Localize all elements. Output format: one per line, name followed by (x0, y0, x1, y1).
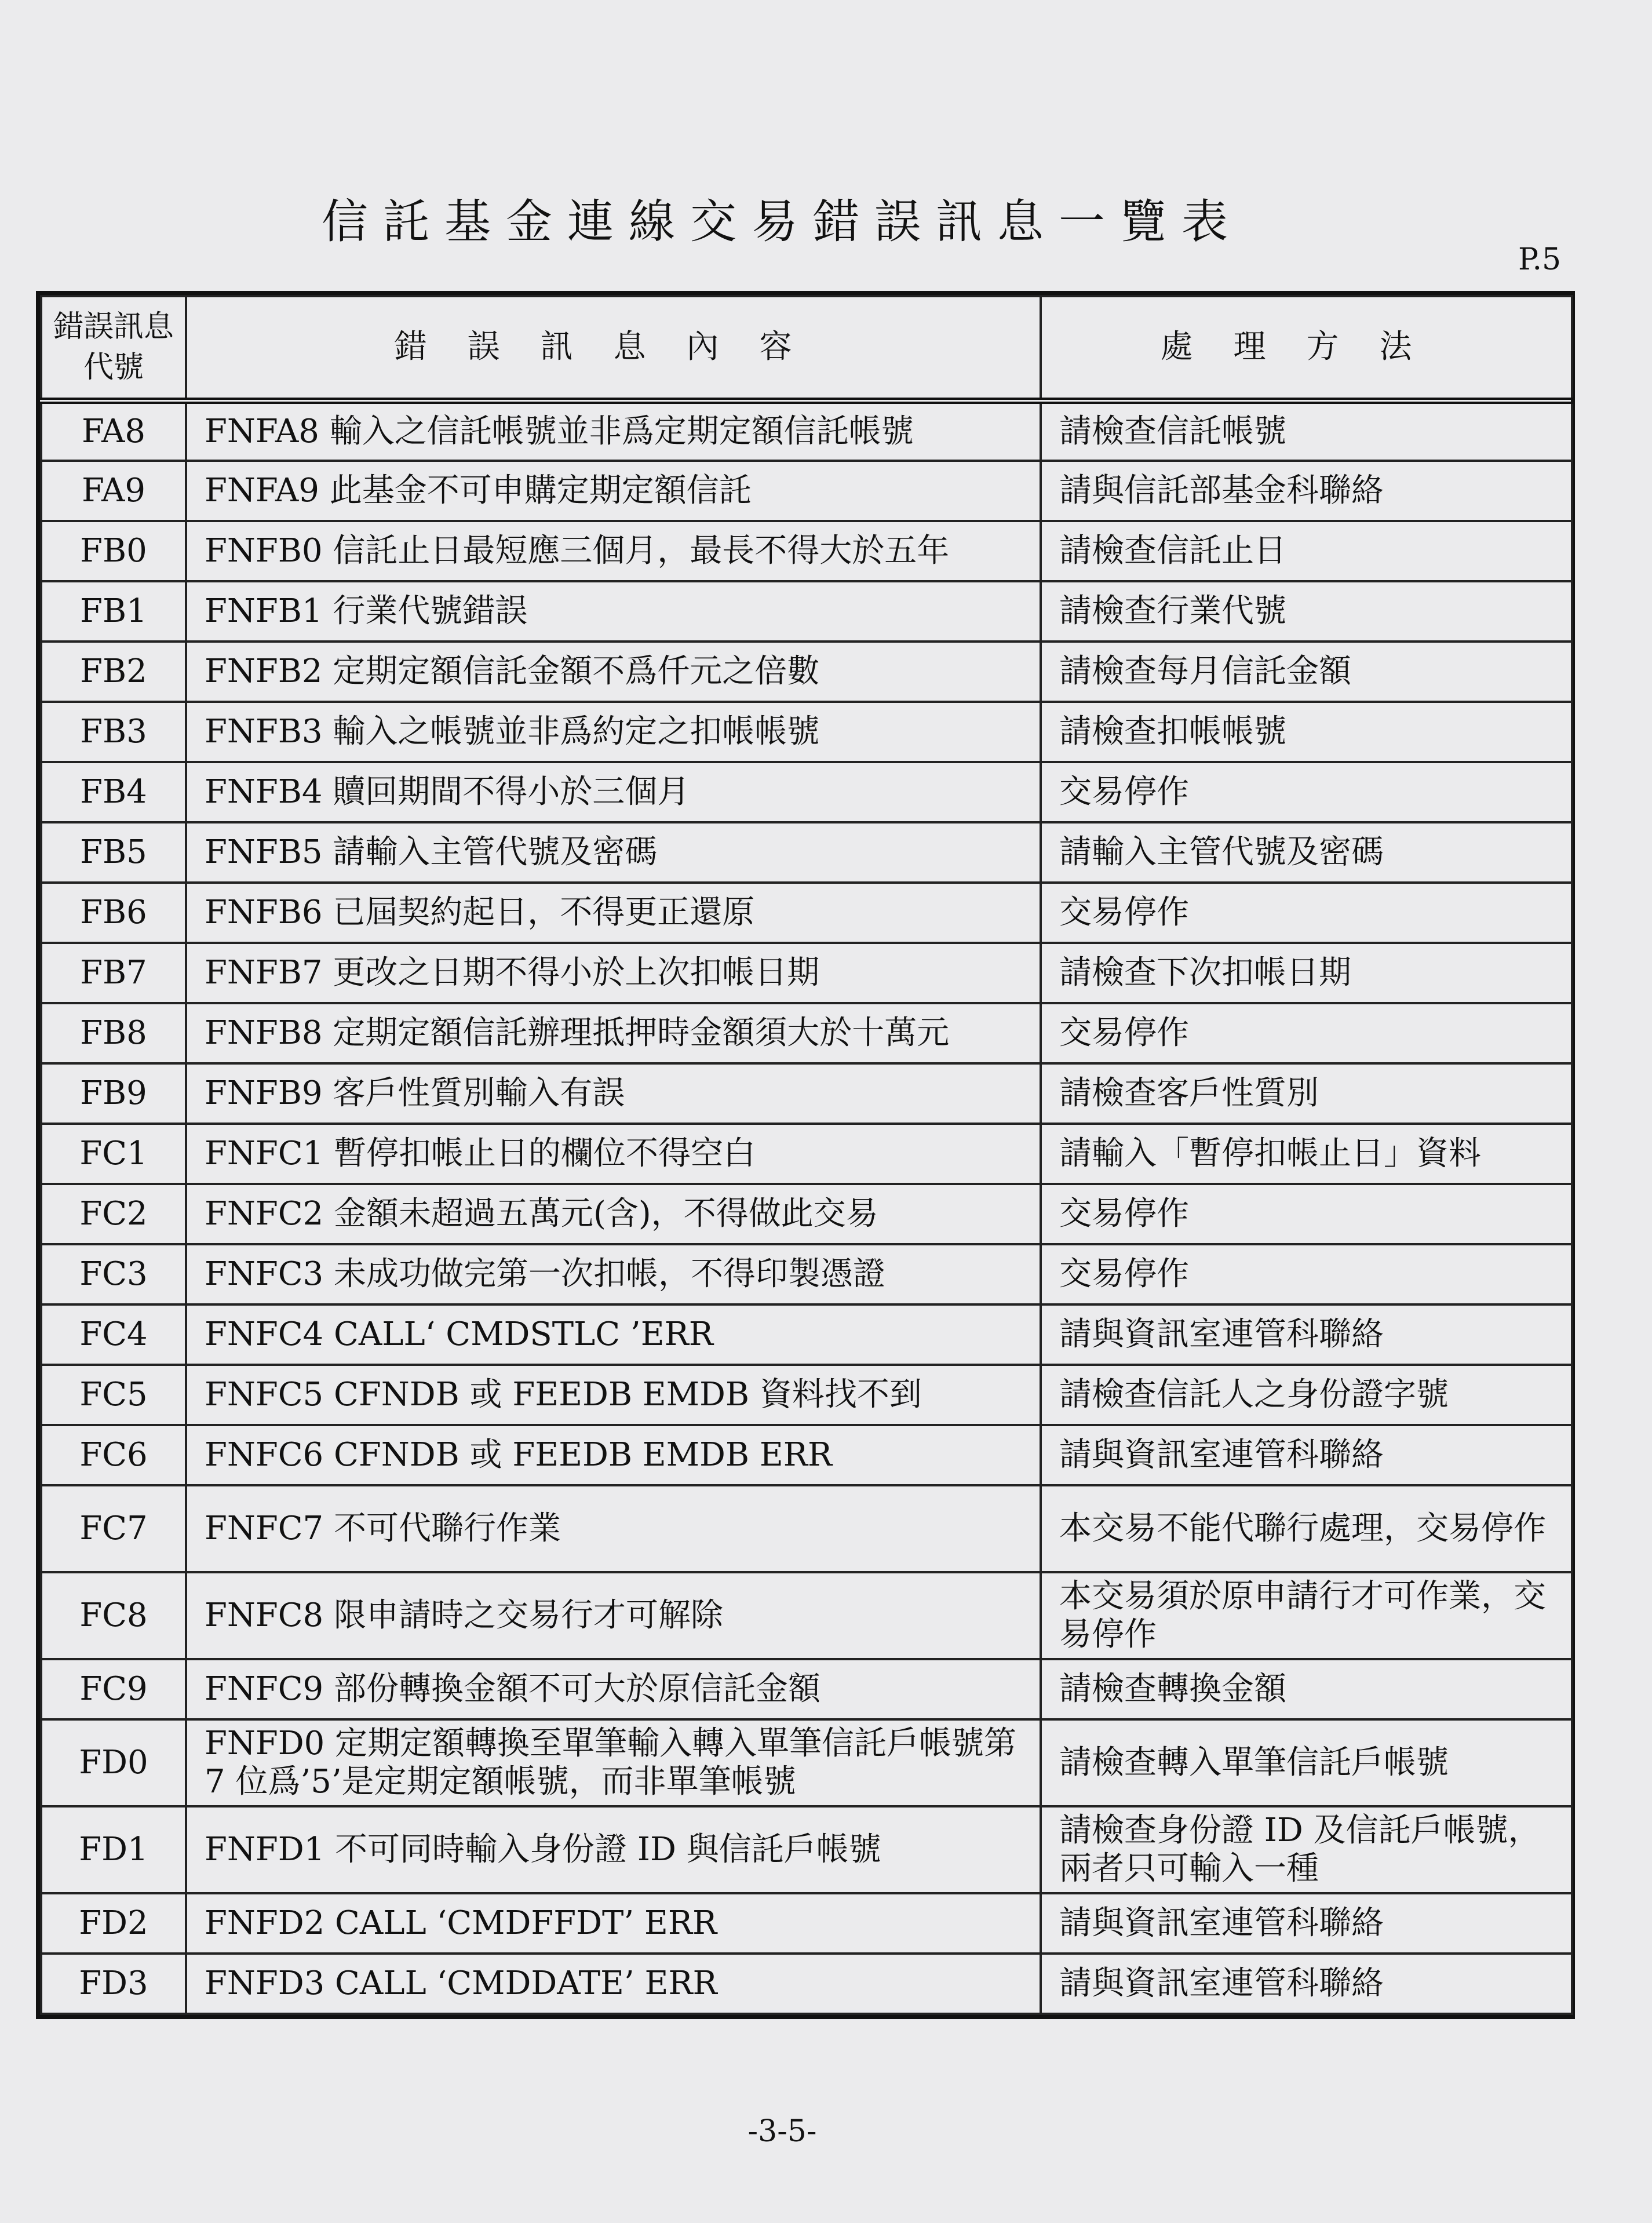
cell-code: FD0 (41, 1719, 186, 1806)
cell-action: 請檢查轉入單筆信託戶帳號 (1041, 1719, 1572, 1806)
cell-code: FC5 (41, 1365, 186, 1425)
table-row (41, 1954, 1572, 2014)
cell-code: FC8 (41, 1572, 186, 1659)
cell-action: 本交易不能代聯行處理，交易停作 (1041, 1485, 1572, 1572)
table-row (41, 883, 1572, 943)
header-action: 處理方法 (1041, 296, 1572, 400)
cell-action: 請檢查信託人之身份證字號 (1041, 1365, 1572, 1425)
page-title: 信託基金連線交易錯誤訊息一覽表 (322, 195, 1243, 249)
cell-code: FC6 (41, 1425, 186, 1485)
cell-action: 請與資訊室連管科聯絡 (1041, 1425, 1572, 1485)
cell-action: 請輸入主管代號及密碼 (1041, 822, 1572, 883)
cell-message: FNFC5 CFNDB 或 FEEDB EMDB 資料找不到 (186, 1365, 1041, 1425)
cell-action: 請與信託部基金科聯絡 (1041, 461, 1572, 521)
cell-action: 請檢查下次扣帳日期 (1041, 943, 1572, 1003)
cell-code: FC1 (41, 1124, 186, 1184)
cell-message: FNFB7 更改之日期不得小於上次扣帳日期 (186, 943, 1041, 1003)
cell-action: 本交易須於原申請行才可作業，交易停作 (1041, 1572, 1572, 1659)
cell-message: FNFC6 CFNDB 或 FEEDB EMDB ERR (186, 1425, 1041, 1485)
cell-action: 請檢查行業代號 (1041, 581, 1572, 642)
cell-code: FB0 (41, 521, 186, 581)
cell-action: 請檢查信託帳號 (1041, 400, 1572, 461)
table-row (41, 1893, 1572, 1954)
page-footer: -3-5- (747, 2114, 817, 2149)
table-row (41, 461, 1572, 521)
cell-code: FD1 (41, 1806, 186, 1893)
table-row (41, 1003, 1572, 1063)
cell-message: FNFD1 不可同時輸入身份證 ID 與信託戶帳號 (186, 1806, 1041, 1893)
cell-code: FB8 (41, 1003, 186, 1063)
cell-message: FNFB8 定期定額信託辦理抵押時金額須大於十萬元 (186, 1003, 1041, 1063)
cell-code: FB3 (41, 702, 186, 762)
cell-action: 請與資訊室連管科聯絡 (1041, 1954, 1572, 2014)
table-row (41, 1244, 1572, 1304)
table-row (41, 762, 1572, 822)
cell-code: FC3 (41, 1244, 186, 1304)
table-row (41, 1572, 1572, 1659)
table-row (41, 1659, 1572, 1719)
cell-message: FNFC7 不可代聯行作業 (186, 1485, 1041, 1572)
table-row (41, 943, 1572, 1003)
cell-action: 交易停作 (1041, 883, 1572, 943)
error-message-table (36, 291, 1575, 2019)
cell-message: FNFC9 部份轉換金額不可大於原信託金額 (186, 1659, 1041, 1719)
table-body (41, 400, 1572, 2014)
cell-code: FA8 (41, 400, 186, 461)
cell-action: 交易停作 (1041, 1003, 1572, 1063)
cell-action: 請檢查客戶性質別 (1041, 1063, 1572, 1124)
page-number: P.5 (1518, 242, 1562, 277)
cell-code: FC4 (41, 1304, 186, 1365)
cell-message: FNFB0 信託止日最短應三個月，最長不得大於五年 (186, 521, 1041, 581)
cell-code: FB6 (41, 883, 186, 943)
cell-action: 請與資訊室連管科聯絡 (1041, 1304, 1572, 1365)
table-row (41, 521, 1572, 581)
cell-action: 請檢查扣帳帳號 (1041, 702, 1572, 762)
cell-action: 請檢查轉換金額 (1041, 1659, 1572, 1719)
table-row (41, 1124, 1572, 1184)
table-row (41, 642, 1572, 702)
cell-message: FNFB2 定期定額信託金額不爲仟元之倍數 (186, 642, 1041, 702)
cell-code: FB4 (41, 762, 186, 822)
cell-message: FNFB1 行業代號錯誤 (186, 581, 1041, 642)
cell-code: FB9 (41, 1063, 186, 1124)
cell-message: FNFC8 限申請時之交易行才可解除 (186, 1572, 1041, 1659)
table-row (41, 822, 1572, 883)
cell-action: 請檢查信託止日 (1041, 521, 1572, 581)
cell-code: FB7 (41, 943, 186, 1003)
header-code: 錯誤訊息代號 (41, 296, 186, 400)
cell-message: FNFB6 已屆契約起日，不得更正還原 (186, 883, 1041, 943)
cell-code: FD2 (41, 1893, 186, 1954)
cell-message: FNFD2 CALL ‘CMDFFDT’ ERR (186, 1893, 1041, 1954)
table-row (41, 1304, 1572, 1365)
cell-action: 請檢查每月信託金額 (1041, 642, 1572, 702)
cell-action: 交易停作 (1041, 762, 1572, 822)
table-row (41, 1184, 1572, 1244)
cell-message: FNFB4 贖回期間不得小於三個月 (186, 762, 1041, 822)
cell-message: FNFD0 定期定額轉換至單筆輸入轉入單筆信託戶帳號第 7 位爲’5’是定期定額帳號，而非單筆帳號 (186, 1719, 1041, 1806)
header-message: 錯誤訊息內容 (186, 296, 1041, 400)
cell-message: FNFD3 CALL ‘CMDDATE’ ERR (186, 1954, 1041, 2014)
cell-message: FNFC1 暫停扣帳止日的欄位不得空白 (186, 1124, 1041, 1184)
cell-code: FC9 (41, 1659, 186, 1719)
cell-action: 交易停作 (1041, 1244, 1572, 1304)
cell-code: FB2 (41, 642, 186, 702)
table-header-row (41, 296, 1572, 400)
cell-code: FB1 (41, 581, 186, 642)
cell-code: FA9 (41, 461, 186, 521)
cell-code: FC7 (41, 1485, 186, 1572)
table-row (41, 1485, 1572, 1572)
cell-message: FNFC2 金額未超過五萬元(含)，不得做此交易 (186, 1184, 1041, 1244)
table-row (41, 400, 1572, 461)
cell-code: FD3 (41, 1954, 186, 2014)
cell-action: 交易停作 (1041, 1184, 1572, 1244)
cell-action: 請與資訊室連管科聯絡 (1041, 1893, 1572, 1954)
cell-message: FNFC4 CALL‘ CMDSTLC ’ERR (186, 1304, 1041, 1365)
error-table (40, 295, 1573, 2015)
table-row (41, 1719, 1572, 1806)
cell-message: FNFC3 未成功做完第一次扣帳，不得印製憑證 (186, 1244, 1041, 1304)
cell-action: 請檢查身份證 ID 及信託戶帳號，兩者只可輸入一種 (1041, 1806, 1572, 1893)
table-row (41, 1806, 1572, 1893)
table-row (41, 1425, 1572, 1485)
cell-message: FNFA9 此基金不可申購定期定額信託 (186, 461, 1041, 521)
table-row (41, 581, 1572, 642)
cell-code: FC2 (41, 1184, 186, 1244)
table-row (41, 1063, 1572, 1124)
cell-message: FNFA8 輸入之信託帳號並非爲定期定額信託帳號 (186, 400, 1041, 461)
cell-code: FB5 (41, 822, 186, 883)
table-row (41, 1365, 1572, 1425)
cell-message: FNFB3 輸入之帳號並非爲約定之扣帳帳號 (186, 702, 1041, 762)
cell-message: FNFB9 客戶性質別輸入有誤 (186, 1063, 1041, 1124)
cell-message: FNFB5 請輸入主管代號及密碼 (186, 822, 1041, 883)
cell-action: 請輸入「暫停扣帳止日」資料 (1041, 1124, 1572, 1184)
table-row (41, 702, 1572, 762)
